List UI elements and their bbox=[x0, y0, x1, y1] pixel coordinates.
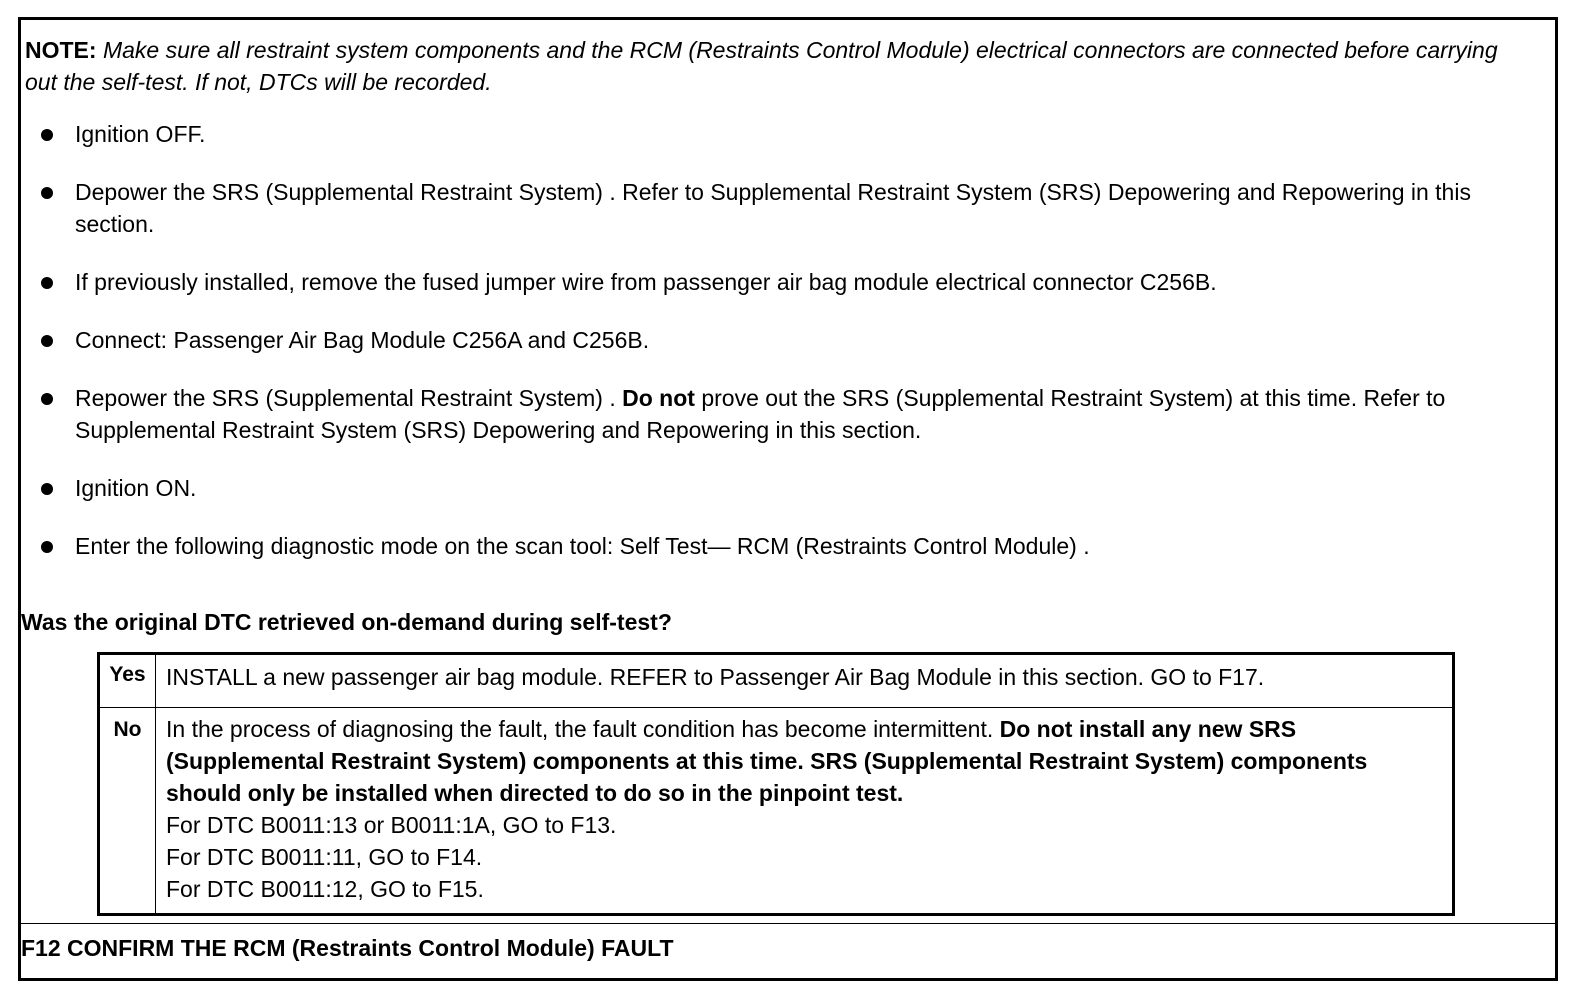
answer-no-line: For DTC B0011:11, GO to F14. bbox=[166, 844, 483, 870]
step-item bbox=[75, 176, 1535, 240]
answer-no-line: For DTC B0011:13 or B0011:1A, GO to F13. bbox=[166, 812, 617, 838]
note-block bbox=[25, 34, 1535, 98]
procedure-frame bbox=[18, 17, 1558, 981]
step-item bbox=[75, 266, 1535, 298]
bullet-icon bbox=[41, 483, 53, 495]
bullet-icon bbox=[41, 277, 53, 289]
step-item bbox=[75, 472, 1535, 504]
step-item bbox=[75, 530, 1535, 562]
answer-row-yes bbox=[100, 655, 1452, 708]
step-text-pre: Repower the SRS (Supplemental Restraint System) . bbox=[75, 385, 623, 411]
step-text: Connect: Passenger Air Bag Module C256A and C256B. bbox=[75, 327, 650, 353]
note-label: NOTE: bbox=[25, 37, 97, 63]
answer-no-pre: In the process of diagnosing the fault, the fault condition has become intermittent. bbox=[166, 716, 1000, 742]
next-step-heading: F12 CONFIRM THE RCM (Restraints Control Module) FAULT bbox=[21, 935, 674, 961]
answer-row-no bbox=[100, 707, 1452, 913]
bullet-icon bbox=[41, 187, 53, 199]
step-item bbox=[75, 324, 1535, 356]
bullet-icon bbox=[41, 335, 53, 347]
step-text: Ignition ON. bbox=[75, 475, 197, 501]
answer-key-no: No bbox=[100, 707, 156, 913]
section-divider bbox=[21, 923, 1555, 924]
step-text-post: prove out the SRS (Supplemental Restraint System) at this time. Refer to Supplemental Restraint System (SRS) Depowering and Repowering in this section. bbox=[75, 385, 1446, 443]
step-text: Ignition OFF. bbox=[75, 121, 206, 147]
bullet-icon bbox=[41, 393, 53, 405]
answer-text-no bbox=[166, 713, 1446, 905]
answer-text-yes: INSTALL a new passenger air bag module. REFER to Passenger Air Bag Module in this section. GO to F17. bbox=[166, 664, 1265, 690]
bullet-icon bbox=[41, 129, 53, 141]
question-heading: Was the original DTC retrieved on-demand during self-test? bbox=[21, 609, 672, 635]
answer-no-line: For DTC B0011:12, GO to F15. bbox=[166, 876, 484, 902]
answer-no-bold: Do not install any new SRS (Supplemental Restraint System) components at this time. SRS (Supplemental Restraint System) components should only be installed when directed to do so in the pinpoint test. bbox=[166, 716, 1368, 806]
step-item bbox=[75, 118, 1535, 150]
step-item bbox=[75, 382, 1535, 446]
answer-table bbox=[97, 652, 1455, 916]
note-text: Make sure all restraint system components and the RCM (Restraints Control Module) electrical connectors are connected before carrying out the self-test. If not, DTCs will be recorded. bbox=[25, 37, 1498, 95]
answer-key-yes: Yes bbox=[100, 655, 156, 707]
step-text: Enter the following diagnostic mode on the scan tool: Self Test— RCM (Restraints Control Module) . bbox=[75, 533, 1090, 559]
bullet-icon bbox=[41, 541, 53, 553]
step-text: Depower the SRS (Supplemental Restraint System) . Refer to Supplemental Restraint System (SRS) Depowering and Repowering in this section. bbox=[75, 179, 1471, 237]
step-text-bold: Do not bbox=[622, 385, 695, 411]
step-text: If previously installed, remove the fused jumper wire from passenger air bag module electrical connector C256B. bbox=[75, 269, 1217, 295]
